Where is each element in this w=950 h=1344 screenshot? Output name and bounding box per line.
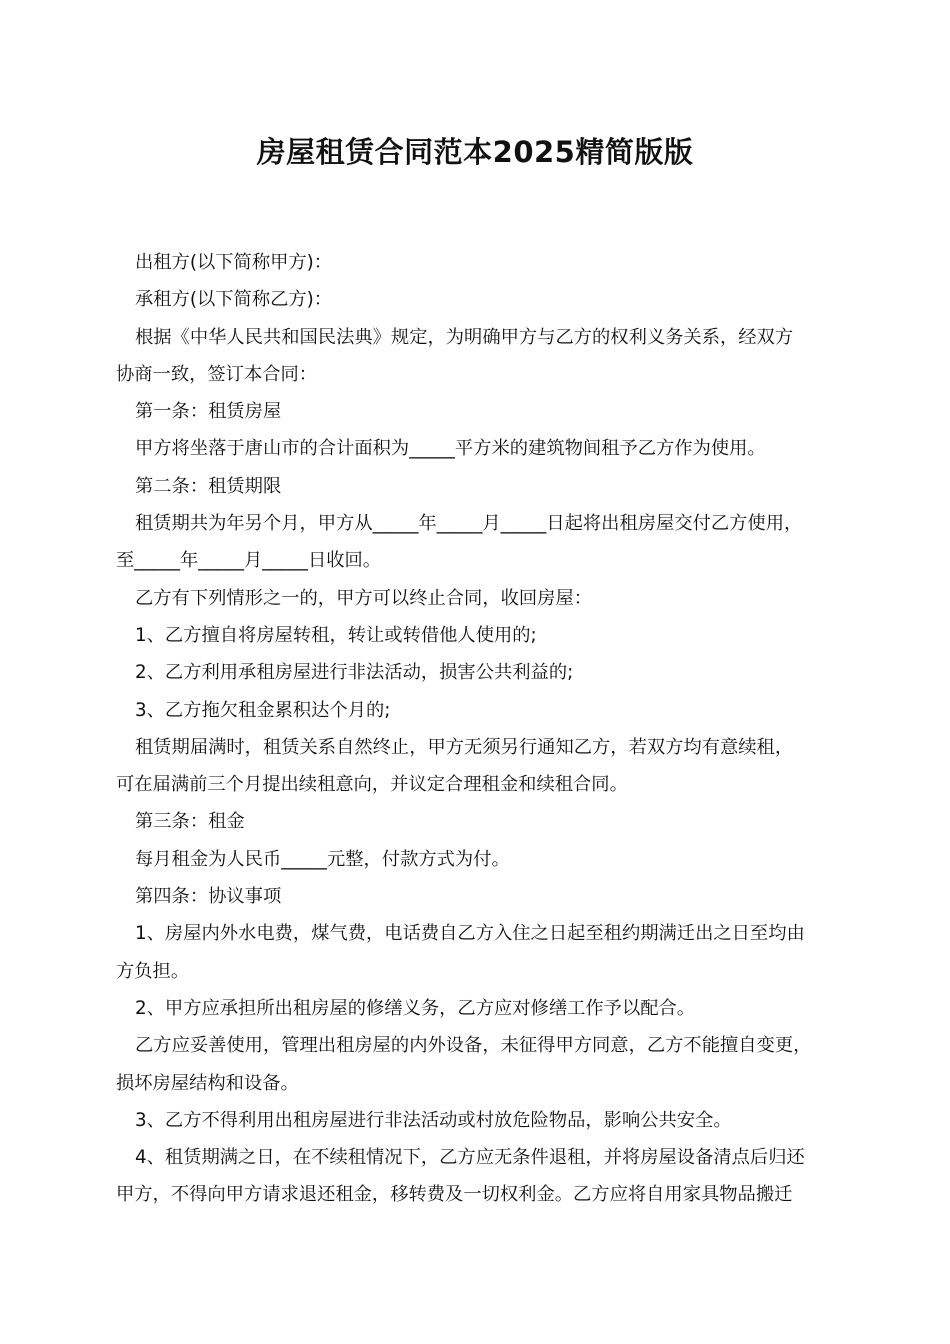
agreement-item-1: 1、房屋内外水电费，煤气费，电话费自乙方入住之日起至租约期满迁出之日至均由	[135, 923, 805, 945]
agreement-item-1-cont: 方负担。	[116, 960, 190, 982]
expiry-line: 租赁期届满时，租赁关系自然终止，甲方无须另行通知乙方，若双方均有意续租，	[135, 736, 794, 758]
agreement-item-4-cont: 甲方，不得向甲方请求退还租金，移转费及一切权利金。乙方应将自用家具物品搬迁	[116, 1184, 793, 1206]
article-1-text: 甲方将坐落于唐山市的合计面积为_____平方米的建筑物间租予乙方作为使用。	[135, 438, 766, 460]
usage-line-cont: 损坏房屋结构和设备。	[116, 1072, 299, 1094]
rent-line: 每月租金为人民币_____元整，付款方式为付。	[135, 848, 510, 870]
agreement-item-4: 4、租赁期满之日，在不续租情况下，乙方应无条件退租，并将房屋设备清点后归还	[135, 1147, 805, 1169]
agreement-item-2: 2、甲方应承担所出租房屋的修缮义务，乙方应对修缮工作予以配合。	[135, 997, 696, 1019]
lessor-line: 出租方(以下简称甲方)：	[135, 252, 333, 273]
article-4-heading: 第四条：协议事项	[135, 886, 282, 908]
article-2-heading: 第二条：租赁期限	[135, 475, 282, 497]
contract-body	[116, 244, 838, 1214]
expiry-line-cont: 可在届满前三个月提出续租意向，并议定合理租金和续租合同。	[116, 774, 628, 796]
term-line: 租赁期共为年另个月，甲方从_____年_____月_____日起将出租房屋交付乙方使用，	[135, 513, 803, 535]
preamble-line-cont: 协商一致，签订本合同：	[116, 363, 318, 385]
termination-item-2: 2、乙方利用承租房屋进行非法活动，损害公共利益的;	[135, 662, 574, 684]
term-line-cont: 至_____年_____月_____日收回。	[116, 550, 382, 572]
lessee-line: 承租方(以下简称乙方)：	[135, 289, 333, 311]
article-1-heading: 第一条：租赁房屋	[135, 401, 282, 423]
termination-intro: 乙方有下列情形之一的，甲方可以终止合同，收回房屋：	[135, 587, 593, 609]
preamble-line: 根据《中华人民共和国民法典》规定，为明确甲方与乙方的权利义务关系，经双方	[135, 326, 794, 348]
termination-item-1: 1、乙方擅自将房屋转租，转让或转借他人使用的;	[135, 624, 537, 646]
document-title: 房屋租赁合同范本2025精简版版	[256, 135, 694, 169]
usage-line: 乙方应妥善使用，管理出租房屋的内外设备，未征得甲方同意，乙方不能擅自变更，	[135, 1035, 812, 1057]
agreement-item-3: 3、乙方不得利用出租房屋进行非法活动或村放危险物品，影响公共安全。	[135, 1109, 732, 1131]
termination-item-3: 3、乙方拖欠租金累积达个月的;	[135, 699, 391, 721]
article-3-heading: 第三条：租金	[135, 811, 245, 833]
